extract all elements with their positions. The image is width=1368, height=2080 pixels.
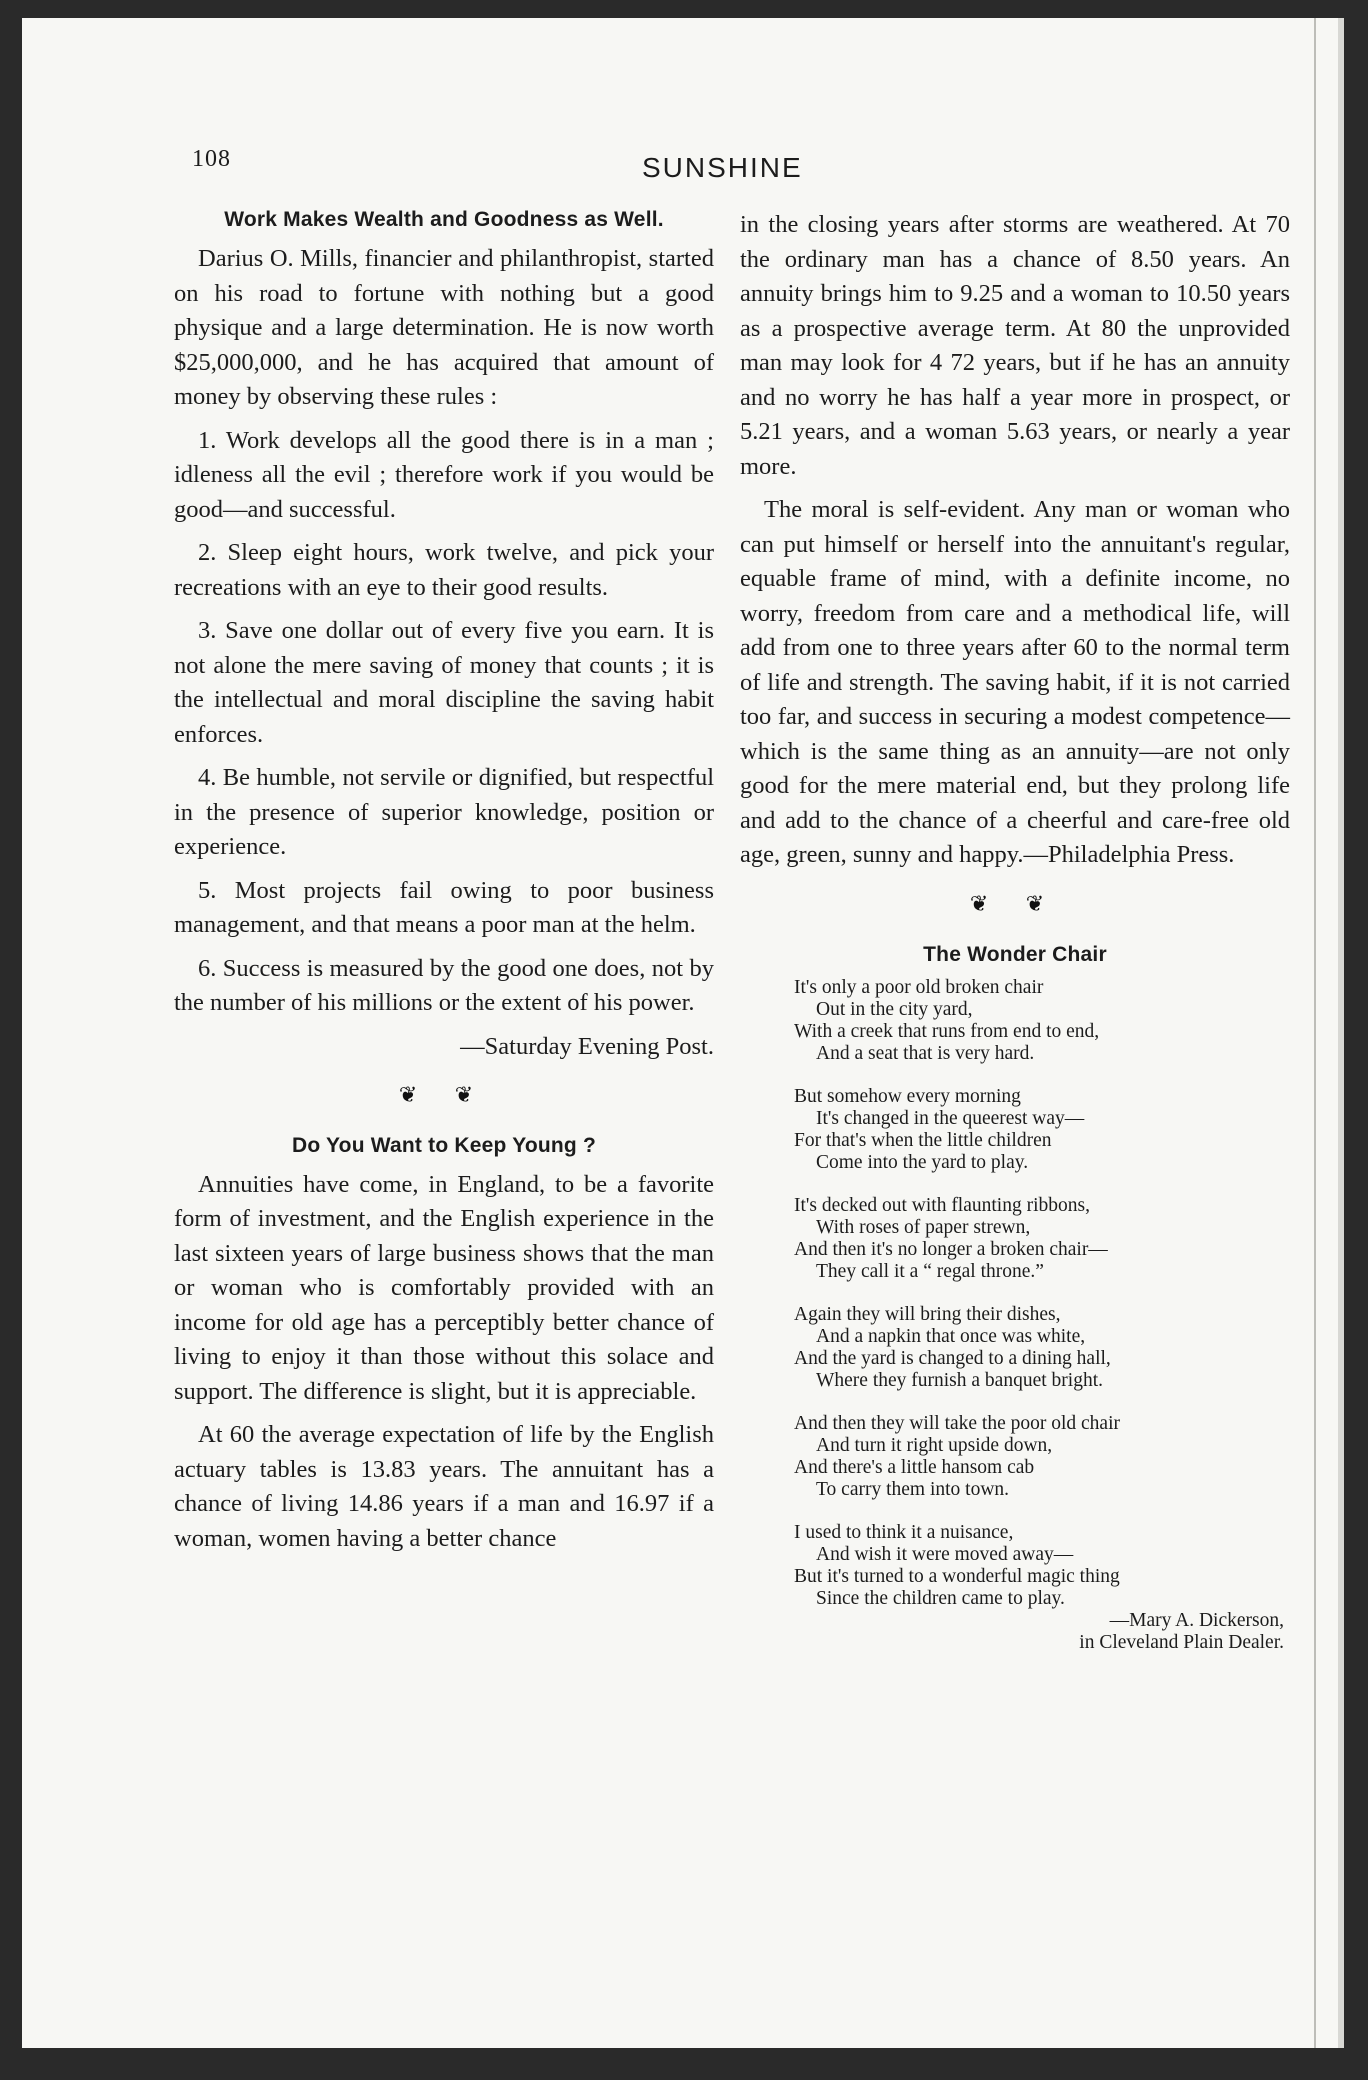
- rule-item-4: 4. Be humble, not servile or dignified, but respectful in the presence of superior knowledge, position or experience.: [174, 764, 714, 860]
- poem-title: The Wonder Chair: [923, 942, 1107, 966]
- page-edge-line: [1314, 18, 1316, 2048]
- poem-line: And there's a little hansom cab: [794, 1456, 1035, 1478]
- poem-credit: [794, 1610, 1284, 1654]
- poem-author: —Mary A. Dickerson,: [1109, 1609, 1284, 1631]
- poem-line: It's decked out with flaunting ribbons,: [794, 1194, 1090, 1216]
- rule-item-3: 3. Save one dollar out of every five you earn. It is not alone the mere saving of money that counts ; it is the intellectual and moral discipline the saving habit enforces.: [174, 617, 714, 748]
- poem-line: And a seat that is very hard.: [816, 1042, 1035, 1064]
- poem-line: Where they furnish a banquet bright.: [816, 1369, 1103, 1391]
- poem-line: Out in the city yard,: [816, 998, 973, 1020]
- article-paragraph: At 60 the average expectation of life by the English actuary tables is 13.83 years. The annuitant has a chance of living 14.86 years if a man and 16.97 if a woman, women having a better chance: [174, 1421, 714, 1552]
- section-ornament: ❦ ❦: [398, 1081, 490, 1107]
- poem: [794, 977, 1290, 1654]
- poem-line: And the yard is changed to a dining hall,: [794, 1347, 1111, 1369]
- poem-stanza: [794, 1195, 1290, 1283]
- poem-line: They call it a “ regal throne.”: [816, 1260, 1044, 1282]
- poem-line: For that's when the little children: [794, 1129, 1052, 1151]
- rule-item-6: 6. Success is measured by the good one does, not by the number of his millions or the extent of his power.: [174, 954, 714, 1016]
- rule-item-1: 1. Work develops all the good there is in a man ; idleness all the evil ; therefore work if you would be good—and successful.: [174, 426, 714, 523]
- poem-line: But somehow every morning: [794, 1085, 1021, 1107]
- article-attribution: —Saturday Evening Post.: [460, 1032, 714, 1060]
- poem-stanza: [794, 1304, 1290, 1392]
- poem-line: Come into the yard to play.: [816, 1151, 1029, 1173]
- running-header: SUNSHINE: [642, 152, 803, 183]
- article-paragraph-continued: in the closing years after storms are weathered. At 70 the ordinary man has a chance of 8.50 years. An annuity brings him to 9.25 and a woman to 10.50 years as a prospective average term. At 80 the unprovided man may look for 4 72 years, but if he has an annuity and no worry he has half a year more in prospect, or 5.21 years, and a woman 5.63 years, or nearly a year more.: [740, 211, 1290, 480]
- poem-line: It's changed in the queerest way—: [816, 1107, 1085, 1129]
- poem-line: Again they will bring their dishes,: [794, 1303, 1061, 1325]
- poem-line: It's only a poor old broken chair: [794, 976, 1044, 998]
- poem-line: And a napkin that once was white,: [816, 1325, 1086, 1347]
- poem-stanza: [794, 1413, 1290, 1501]
- poem-line: And then they will take the poor old chair: [794, 1412, 1120, 1434]
- right-column: [740, 208, 1290, 1654]
- page-number: 108: [192, 146, 231, 172]
- left-column: [174, 208, 714, 1565]
- poem-line: And then it's no longer a broken chair—: [794, 1238, 1108, 1260]
- poem-stanza: [794, 1086, 1290, 1174]
- rule-item-2: 2. Sleep eight hours, work twelve, and pick your recreations with an eye to their good results.: [174, 539, 714, 601]
- poem-stanza: [794, 977, 1290, 1065]
- article-title-work-makes-wealth: Work Makes Wealth and Goodness as Well.: [224, 208, 664, 231]
- article-paragraph: The moral is self-evident. Any man or woman who can put himself or herself into the annuitant's regular, equable frame of mind, with a definite income, no worry, freedom from care and a methodical life, will add from one to three years after 60 to the normal term of life and strength. The saving habit, if it is not carried too far, and success in securing a modest competence—which is the same thing as an annuity—are not only good for the mere material end, but they prolong life and add to the chance of a cheerful and care-free old age, green, sunny and happy.—Philadelphia Press.: [740, 496, 1290, 868]
- rule-item-5: 5. Most projects fail owing to poor business management, and that means a poor man at the helm.: [174, 876, 714, 938]
- section-ornament: ❦ ❦: [969, 890, 1061, 916]
- magazine-page: [22, 18, 1344, 2048]
- article-title-keep-young: Do You Want to Keep Young ?: [291, 1133, 597, 1157]
- poem-line: To carry them into town.: [816, 1478, 1010, 1500]
- poem-line: I used to think it a nuisance,: [794, 1521, 1014, 1543]
- poem-line: Since the children came to play.: [816, 1587, 1065, 1609]
- poem-line: With roses of paper strewn,: [816, 1216, 1031, 1238]
- poem-source: in Cleveland Plain Dealer.: [1079, 1631, 1284, 1653]
- poem-line: But it's turned to a wonderful magic thing: [794, 1565, 1120, 1587]
- poem-stanza: [794, 1522, 1290, 1610]
- poem-line: And wish it were moved away—: [816, 1543, 1074, 1565]
- poem-line: And turn it right upside down,: [816, 1434, 1053, 1456]
- poem-line: With a creek that runs from end to end,: [794, 1020, 1100, 1042]
- article-paragraph: Annuities have come, in England, to be a favorite form of investment, and the English experience in the last sixteen years of large business shows that the man or woman who is comfortably provided with an income for old age has a perceptibly better chance of living to enjoy it than those without this solace and support. The difference is slight, but it is appreciable.: [174, 1170, 714, 1405]
- article-paragraph: Darius O. Mills, financier and philanthropist, started on his road to fortune with nothing but a good physique and a large determination. He is now worth $25,000,000, and he has acquired that amount of money by observing these rules :: [174, 245, 714, 410]
